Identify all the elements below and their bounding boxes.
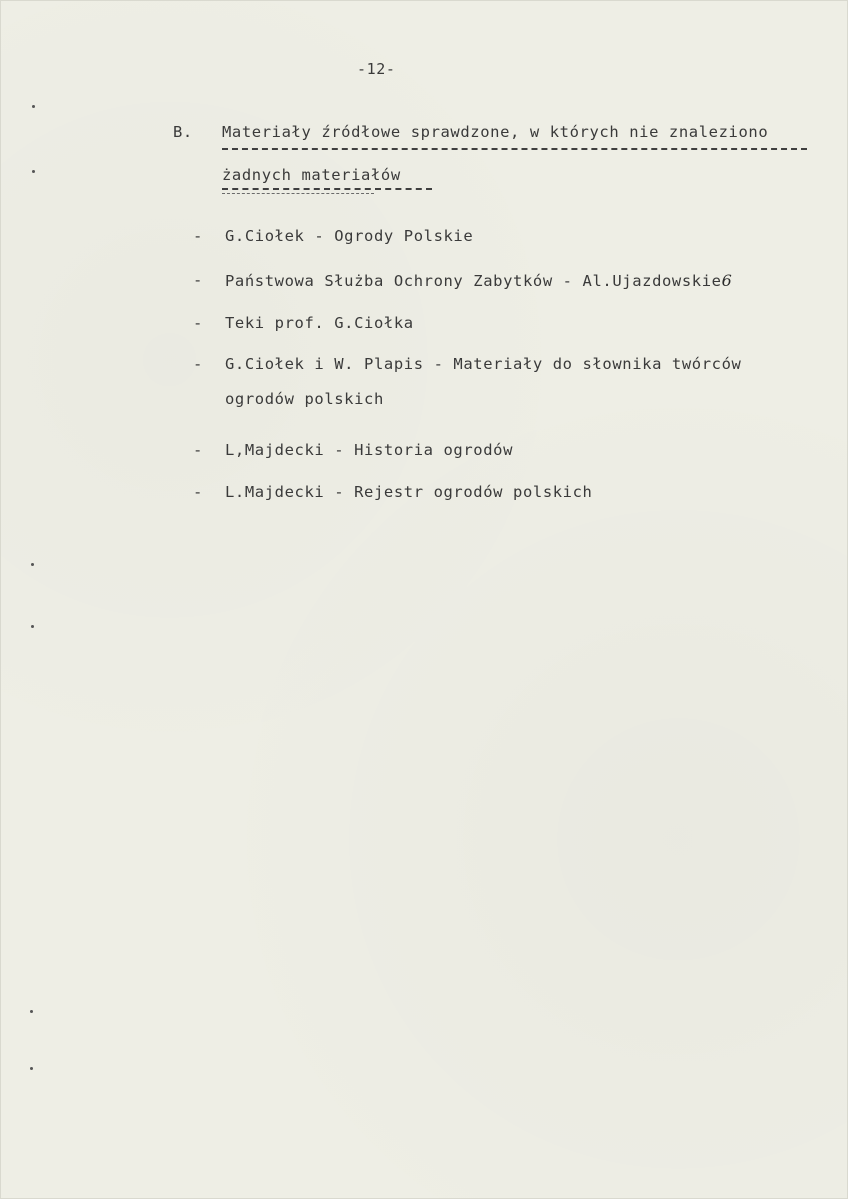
list-dash: - [193,314,203,332]
list-item: Teki prof. G.Ciołka [225,314,414,332]
page-number: -12- [357,60,396,78]
margin-mark [31,563,34,566]
section-letter: B. [173,123,193,141]
margin-mark [31,625,34,628]
list-dash: - [193,227,203,245]
margin-mark [30,1067,33,1070]
list-item [225,273,732,290]
list-dash: - [193,271,203,289]
heading-underline-1 [222,148,807,150]
section-heading-line-1: Materiały źródłowe sprawdzone, w których nie znaleziono [222,123,769,141]
list-item-continuation: ogrodów polskich [225,390,384,408]
margin-mark [32,105,35,108]
list-item: G.Ciołek i W. Plapis - Materiały do słownika twórców [225,355,742,373]
margin-mark [32,170,35,173]
heading-double-underline [222,193,374,194]
list-dash: - [193,441,203,459]
list-item: L.Majdecki - Rejestr ogrodów polskich [225,483,593,501]
list-dash: - [193,483,203,501]
list-item: L,Majdecki - Historia ogrodów [225,441,514,459]
list-item: G.Ciołek - Ogrody Polskie [225,227,474,245]
margin-mark [30,1010,33,1013]
list-item-text: Państwowa Służba Ochrony Zabytków - Al.Ujazdowskie [225,272,722,290]
list-dash: - [193,355,203,373]
section-heading-line-2: żadnych materiałów [222,166,401,184]
handwritten-annotation: 6 [721,271,733,290]
heading-underline-2 [222,188,432,190]
